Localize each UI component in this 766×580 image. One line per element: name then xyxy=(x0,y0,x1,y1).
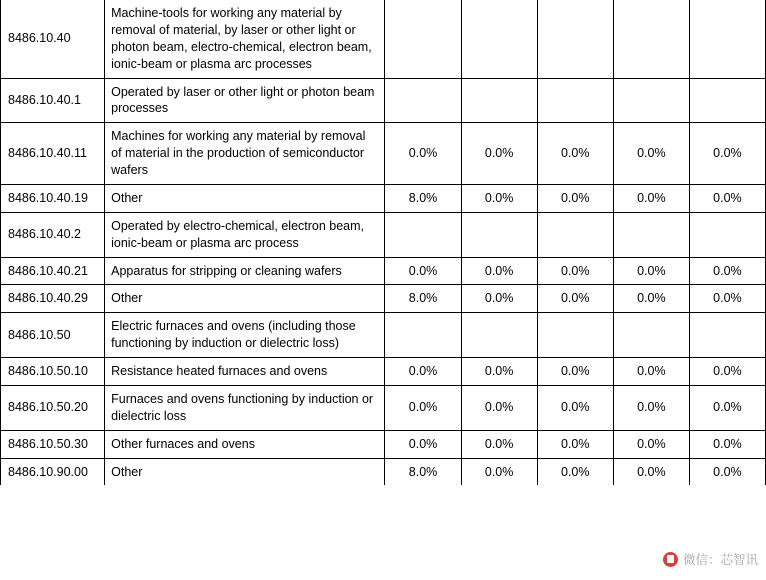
row-rate-2 xyxy=(461,212,537,257)
table-row xyxy=(1,0,766,78)
table-row xyxy=(1,212,766,257)
table-row xyxy=(1,358,766,386)
row-rate-4: 0.0% xyxy=(613,385,689,430)
row-rate-1 xyxy=(385,78,461,123)
row-code: 8486.10.40.29 xyxy=(1,285,105,313)
row-rate-5 xyxy=(689,78,765,123)
row-rate-5: 0.0% xyxy=(689,257,765,285)
row-description: Other xyxy=(105,184,385,212)
row-code: 8486.10.50.20 xyxy=(1,385,105,430)
row-rate-5 xyxy=(689,313,765,358)
row-rate-1: 0.0% xyxy=(385,430,461,458)
row-description: Machines for working any material by removal of material in the production of semiconductor wafers xyxy=(105,123,385,185)
row-code: 8486.10.40.11 xyxy=(1,123,105,185)
row-description: Resistance heated furnaces and ovens xyxy=(105,358,385,386)
row-rate-4: 0.0% xyxy=(613,285,689,313)
row-code: 8486.10.40.21 xyxy=(1,257,105,285)
wechat-icon xyxy=(663,552,678,567)
row-rate-1 xyxy=(385,212,461,257)
row-rate-1: 0.0% xyxy=(385,123,461,185)
row-code: 8486.10.40.19 xyxy=(1,184,105,212)
row-description: Electric furnaces and ovens (including those functioning by induction or dielectric loss) xyxy=(105,313,385,358)
row-rate-5 xyxy=(689,0,765,78)
row-rate-2 xyxy=(461,313,537,358)
row-code: 8486.10.40.2 xyxy=(1,212,105,257)
row-description: Machine-tools for working any material by removal of material, by laser or other light or photon beam, electro-chemical, electron beam, ionic-beam or plasma arc processes xyxy=(105,0,385,78)
row-rate-4: 0.0% xyxy=(613,430,689,458)
row-rate-2: 0.0% xyxy=(461,458,537,485)
row-rate-5: 0.0% xyxy=(689,458,765,485)
row-description: Apparatus for stripping or cleaning wafers xyxy=(105,257,385,285)
row-rate-4: 0.0% xyxy=(613,257,689,285)
row-rate-3 xyxy=(537,0,613,78)
row-rate-2: 0.0% xyxy=(461,358,537,386)
row-code: 8486.10.50 xyxy=(1,313,105,358)
row-rate-3: 0.0% xyxy=(537,458,613,485)
table-row xyxy=(1,385,766,430)
row-rate-4: 0.0% xyxy=(613,123,689,185)
row-rate-1: 8.0% xyxy=(385,285,461,313)
row-rate-3 xyxy=(537,212,613,257)
row-rate-4: 0.0% xyxy=(613,458,689,485)
row-code: 8486.10.50.10 xyxy=(1,358,105,386)
row-rate-1 xyxy=(385,0,461,78)
row-description: Operated by laser or other light or photon beam processes xyxy=(105,78,385,123)
row-description: Furnaces and ovens functioning by induction or dielectric loss xyxy=(105,385,385,430)
table-row xyxy=(1,458,766,485)
row-rate-1: 0.0% xyxy=(385,358,461,386)
table-row xyxy=(1,123,766,185)
row-rate-3: 0.0% xyxy=(537,430,613,458)
row-rate-3: 0.0% xyxy=(537,257,613,285)
row-rate-3: 0.0% xyxy=(537,358,613,386)
table-body xyxy=(1,0,766,485)
row-rate-3 xyxy=(537,313,613,358)
table-row xyxy=(1,430,766,458)
row-code: 8486.10.50.30 xyxy=(1,430,105,458)
table-row xyxy=(1,257,766,285)
row-rate-4 xyxy=(613,212,689,257)
row-rate-5: 0.0% xyxy=(689,285,765,313)
row-rate-4 xyxy=(613,313,689,358)
row-rate-1: 8.0% xyxy=(385,184,461,212)
row-rate-5 xyxy=(689,212,765,257)
row-rate-5: 0.0% xyxy=(689,358,765,386)
row-rate-1 xyxy=(385,313,461,358)
row-rate-3: 0.0% xyxy=(537,285,613,313)
row-rate-1: 8.0% xyxy=(385,458,461,485)
row-description: Other furnaces and ovens xyxy=(105,430,385,458)
table-row xyxy=(1,184,766,212)
row-rate-5: 0.0% xyxy=(689,184,765,212)
table-row xyxy=(1,313,766,358)
watermark-label: 微信：芯智讯 xyxy=(682,553,758,567)
row-rate-5: 0.0% xyxy=(689,430,765,458)
row-description: Other xyxy=(105,458,385,485)
row-code: 8486.10.40.1 xyxy=(1,78,105,123)
row-rate-3: 0.0% xyxy=(537,184,613,212)
table-row xyxy=(1,285,766,313)
row-code: 8486.10.40 xyxy=(1,0,105,78)
row-description: Operated by electro-chemical, electron beam, ionic-beam or plasma arc process xyxy=(105,212,385,257)
row-rate-2: 0.0% xyxy=(461,257,537,285)
row-rate-4: 0.0% xyxy=(613,358,689,386)
row-rate-2: 0.0% xyxy=(461,184,537,212)
watermark xyxy=(663,550,758,568)
row-rate-2: 0.0% xyxy=(461,285,537,313)
row-rate-3: 0.0% xyxy=(537,123,613,185)
table-row xyxy=(1,78,766,123)
row-description: Other xyxy=(105,285,385,313)
row-rate-2: 0.0% xyxy=(461,385,537,430)
row-rate-4 xyxy=(613,78,689,123)
row-rate-1: 0.0% xyxy=(385,257,461,285)
row-rate-1: 0.0% xyxy=(385,385,461,430)
row-rate-4 xyxy=(613,0,689,78)
row-rate-3 xyxy=(537,78,613,123)
row-rate-5: 0.0% xyxy=(689,123,765,185)
row-rate-5: 0.0% xyxy=(689,385,765,430)
row-rate-4: 0.0% xyxy=(613,184,689,212)
row-code: 8486.10.90.00 xyxy=(1,458,105,485)
row-rate-2: 0.0% xyxy=(461,123,537,185)
row-rate-2: 0.0% xyxy=(461,430,537,458)
row-rate-2 xyxy=(461,78,537,123)
row-rate-3: 0.0% xyxy=(537,385,613,430)
row-rate-2 xyxy=(461,0,537,78)
